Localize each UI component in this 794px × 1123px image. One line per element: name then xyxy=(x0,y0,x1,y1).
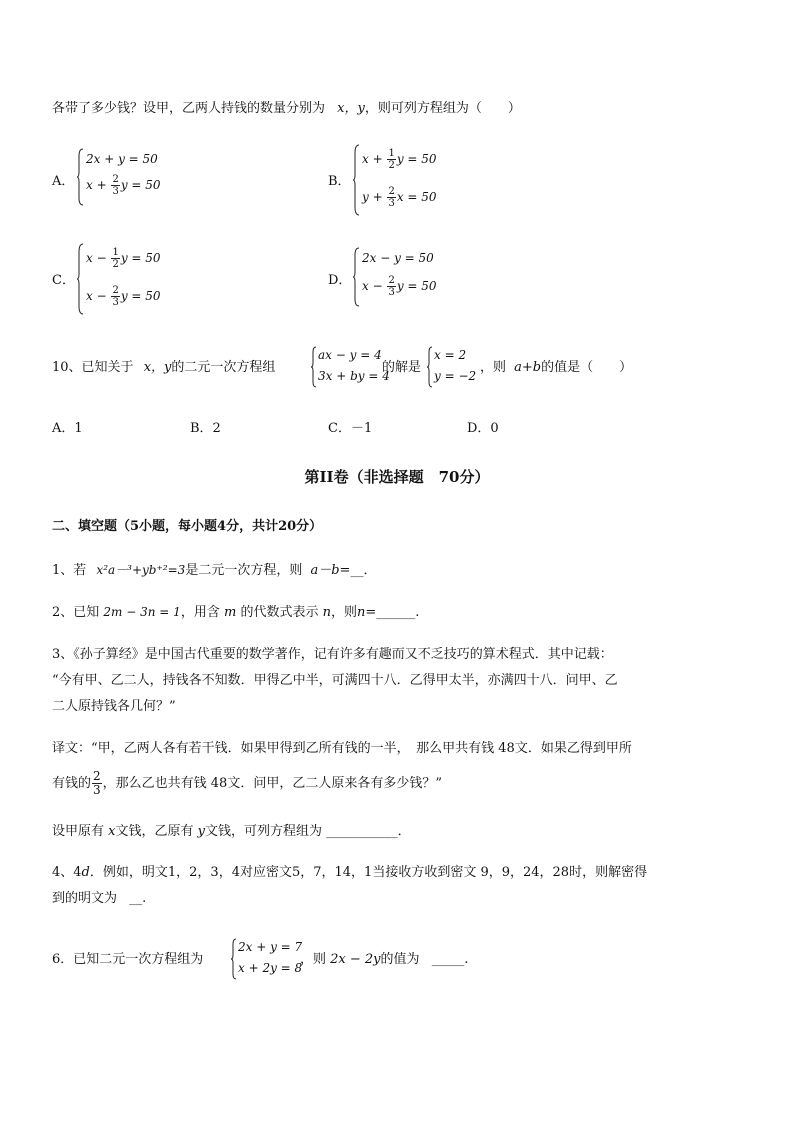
fill-question-2: 2、已知 2m − 3n = 1，用含 m 的代数式表示 n，则n=______. xyxy=(52,605,420,620)
fill-question-4-line1: 4、4d．例如，明文1，2，3，4对应密文5，7，14，1当接收方收到密文 9，9，24，28时，则解密得 xyxy=(52,865,648,880)
fraction: $\frac{2}{3}$ xyxy=(112,285,119,308)
fraction: $\frac{2}{3}$ xyxy=(93,769,101,797)
option-d-label[interactable]: D． xyxy=(328,273,352,288)
fill-question-3-line2: “今有甲、乙二人，持钱各不知数．甲得乙中半，可满四十八．乙得甲太半，亦满四十八．问甲、乙 xyxy=(52,673,618,688)
answer-blank[interactable]: ______ xyxy=(376,605,416,620)
q10-sys-eq2: 3x + by = 4 xyxy=(318,369,390,383)
fraction: $\frac{1}{2}$ xyxy=(112,247,119,270)
answer-blank[interactable]: __ xyxy=(350,563,364,578)
fill-in-heading: 二、填空题（5小题，每小题4分，共计20分） xyxy=(52,519,323,534)
q10-option-d[interactable]: D．0 xyxy=(467,421,499,436)
option-a-system xyxy=(76,148,196,206)
option-c-eq1: x − $\frac{1}{2}$ y = 50 xyxy=(86,247,161,270)
fill-question-3-ask: 设甲原有 x文钱，乙原有 y文钱，可列方程组为 ___________． xyxy=(52,824,411,839)
option-c-system xyxy=(76,243,196,315)
option-a-label[interactable]: A． xyxy=(52,174,75,189)
fill-question-6-prefix: 6．已知二元一次方程组为 xyxy=(52,952,204,967)
option-a-eq2: x + $\frac{2}{3}$ y = 50 xyxy=(86,174,161,197)
brace-icon xyxy=(426,346,433,388)
q10-option-a[interactable]: A．1 xyxy=(52,421,83,436)
option-c-label[interactable]: C． xyxy=(52,273,75,288)
q10-prefix: 10、已知关于 x，y的二元一次方程组 xyxy=(52,360,276,375)
brace-icon xyxy=(230,938,237,980)
fraction: $\frac{1}{2}$ xyxy=(388,148,395,171)
option-c-eq2: x − $\frac{2}{3}$ y = 50 xyxy=(86,285,161,308)
fill-question-1: 1、若 x²a－³+yb⁺²=3是二元一次方程，则 a－b=__． xyxy=(52,563,377,578)
fill-question-4-line2: 到的明文为 __. xyxy=(52,891,147,906)
option-d-eq1: 2x − y = 50 xyxy=(362,251,434,265)
option-d-eq2: x − $\frac{2}{3}$ y = 50 xyxy=(362,275,437,298)
option-b-eq1: x + $\frac{1}{2}$ y = 50 xyxy=(362,148,437,171)
option-b-eq2: y + $\frac{2}{3}$ x = 50 xyxy=(362,186,437,209)
f6-eq1: 2x + y = 7 xyxy=(238,940,303,954)
option-b-label[interactable]: B． xyxy=(328,174,351,189)
option-b-system xyxy=(352,144,472,216)
answer-blank[interactable]: __ xyxy=(129,891,143,906)
brace-icon xyxy=(76,243,84,315)
section-title: 第II卷（非选择题 70分） xyxy=(304,468,490,486)
f6-system xyxy=(230,938,302,980)
option-d-system xyxy=(352,247,472,307)
fill-question-3-line1: 3、《孙子算经》是中国古代重要的数学著作，记有许多有趣而又不乏技巧的算术程式．其中记载： xyxy=(52,647,613,662)
answer-blank[interactable]: ___________ xyxy=(326,824,398,839)
fraction: $\frac{2}{3}$ xyxy=(388,275,395,298)
fill-question-3-trans2: 有钱的 $\frac{2}{3}$ ，那么乙也共有钱 48文．问甲，乙二人原来各有多少钱？” xyxy=(52,769,442,797)
q10-tail: ，则 a+b的值是（ ） xyxy=(480,360,633,375)
f6-eq2: x + 2y = 8 xyxy=(238,961,303,975)
q9-stem: 各带了多少钱？设甲，乙两人持钱的数量分别为 x，y，则可列方程组为（ ） xyxy=(52,101,521,116)
answer-blank[interactable]: _____ xyxy=(431,952,465,967)
fraction: $\frac{2}{3}$ xyxy=(388,186,395,209)
q10-sol-eq1: x = 2 xyxy=(434,348,467,362)
q10-solution xyxy=(426,346,482,388)
brace-icon xyxy=(76,148,84,206)
q10-option-b[interactable]: B．2 xyxy=(190,421,221,436)
q10-sys-eq1: ax − y = 4 xyxy=(318,348,382,362)
brace-icon xyxy=(352,144,360,216)
fill-question-3-trans1: 译文：“甲，乙两人各有若干钱．如果甲得到乙所有钱的一半， 那么甲共有钱 48文．如果乙得到甲所 xyxy=(52,741,632,756)
brace-icon xyxy=(352,247,360,307)
option-a-eq1: 2x + y = 50 xyxy=(86,152,158,166)
fill-question-3-line3: 二人原持钱各几何？” xyxy=(52,699,176,714)
fraction: $\frac{2}{3}$ xyxy=(112,174,119,197)
q10-option-c[interactable]: C．－1 xyxy=(328,421,373,436)
q10-system xyxy=(310,346,390,388)
q10-sol-eq2: y = −2 xyxy=(434,369,477,383)
brace-icon xyxy=(310,346,317,388)
q10-sol-text: 的解是 xyxy=(382,360,422,375)
fill-question-6-tail: ，则 2x − 2y的值为 _____. xyxy=(300,952,469,967)
